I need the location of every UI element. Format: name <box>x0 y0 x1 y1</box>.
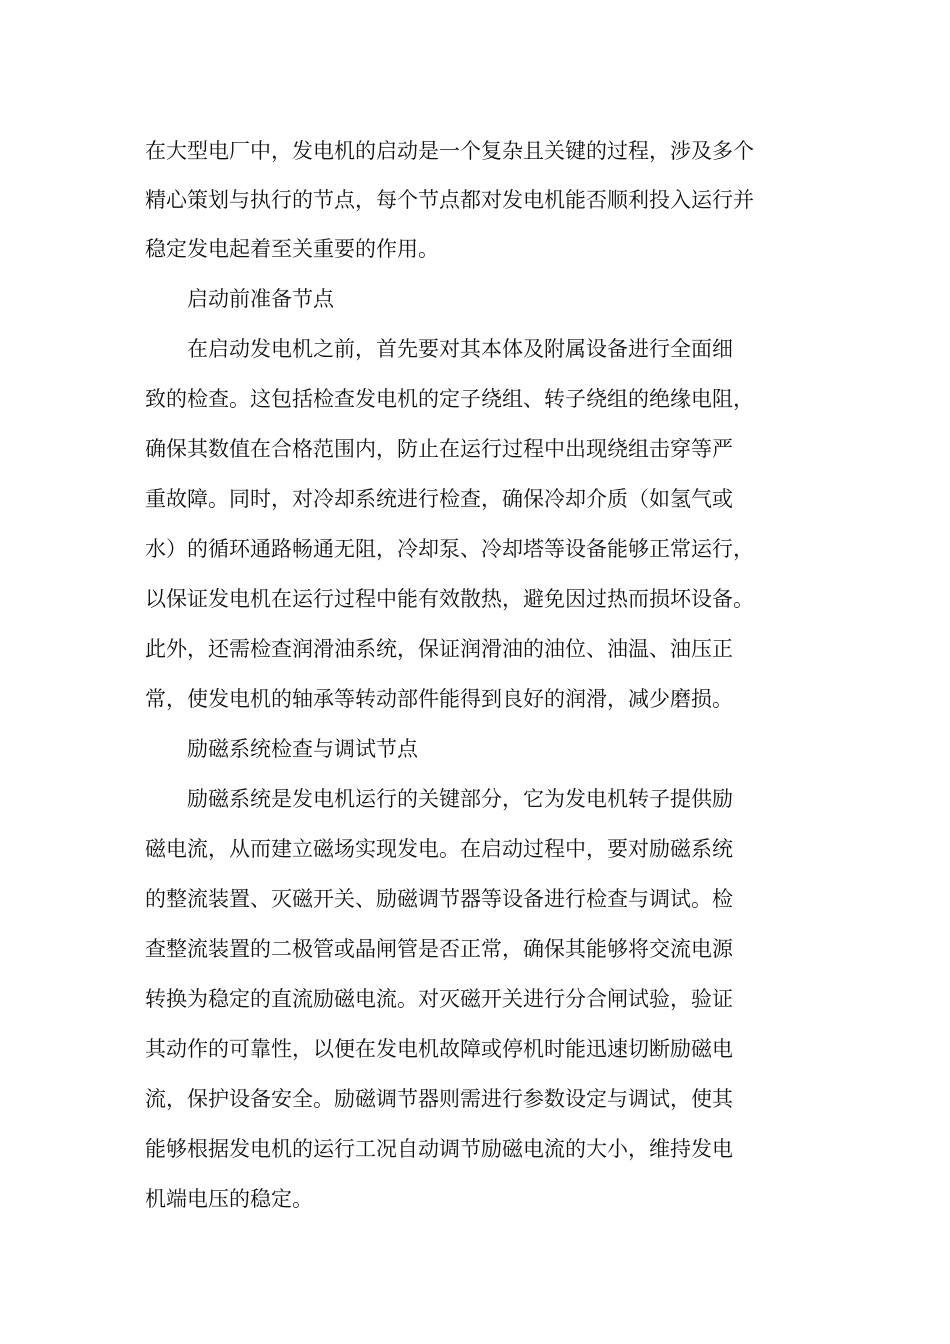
intro-line: 稳定发电起着至关重要的作用。 <box>145 237 439 261</box>
paragraph-line: 机端电压的稳定。 <box>145 1187 313 1211</box>
paragraph-line: 流，保护设备安全。励磁调节器则需进行参数设定与调试，使其 <box>145 1087 733 1111</box>
intro-line: 精心策划与执行的节点，每个节点都对发电机能否顺利投入运行并 <box>145 188 754 212</box>
paragraph-line: 查整流装置的二极管或晶闸管是否正常，确保其能够将交流电源 <box>145 937 733 961</box>
section-heading-startup-prep: 启动前准备节点 <box>187 287 334 311</box>
paragraph-line: 励磁系统是发电机运行的关键部分，它为发电机转子提供励 <box>187 787 733 811</box>
paragraph-line: 以保证发电机在运行过程中能有效散热，避免因过热而损坏设备。 <box>145 587 754 611</box>
paragraph-line: 磁电流，从而建立磁场实现发电。在启动过程中，要对励磁系统 <box>145 837 733 861</box>
paragraph-line: 致的检查。这包括检查发电机的定子绕组、转子绕组的绝缘电阻， <box>145 387 754 411</box>
paragraph-line: 转换为稳定的直流励磁电流。对灭磁开关进行分合闸试验，验证 <box>145 987 733 1011</box>
paragraph-line: 水）的循环通路畅通无阻，冷却泵、冷却塔等设备能够正常运行， <box>145 537 754 561</box>
section-heading-excitation: 励磁系统检查与调试节点 <box>187 737 418 761</box>
paragraph-line: 在启动发电机之前，首先要对其本体及附属设备进行全面细 <box>187 337 733 361</box>
intro-line: 在大型电厂中，发电机的启动是一个复杂且关键的过程，涉及多个 <box>145 139 754 163</box>
paragraph-line: 重故障。同时，对冷却系统进行检查，确保冷却介质（如氢气或 <box>145 487 733 511</box>
paragraph-line: 确保其数值在合格范围内，防止在运行过程中出现绕组击穿等严 <box>145 437 733 461</box>
paragraph-line: 其动作的可靠性，以便在发电机故障或停机时能迅速切断励磁电 <box>145 1037 733 1061</box>
paragraph-line: 常，使发电机的轴承等转动部件能得到良好的润滑，减少磨损。 <box>145 687 733 711</box>
paragraph-line: 能够根据发电机的运行工况自动调节励磁电流的大小，维持发电 <box>145 1137 733 1161</box>
paragraph-line: 的整流装置、灭磁开关、励磁调节器等设备进行检查与调试。检 <box>145 887 733 911</box>
paragraph-line: 此外，还需检查润滑油系统，保证润滑油的油位、油温、油压正 <box>145 637 733 661</box>
